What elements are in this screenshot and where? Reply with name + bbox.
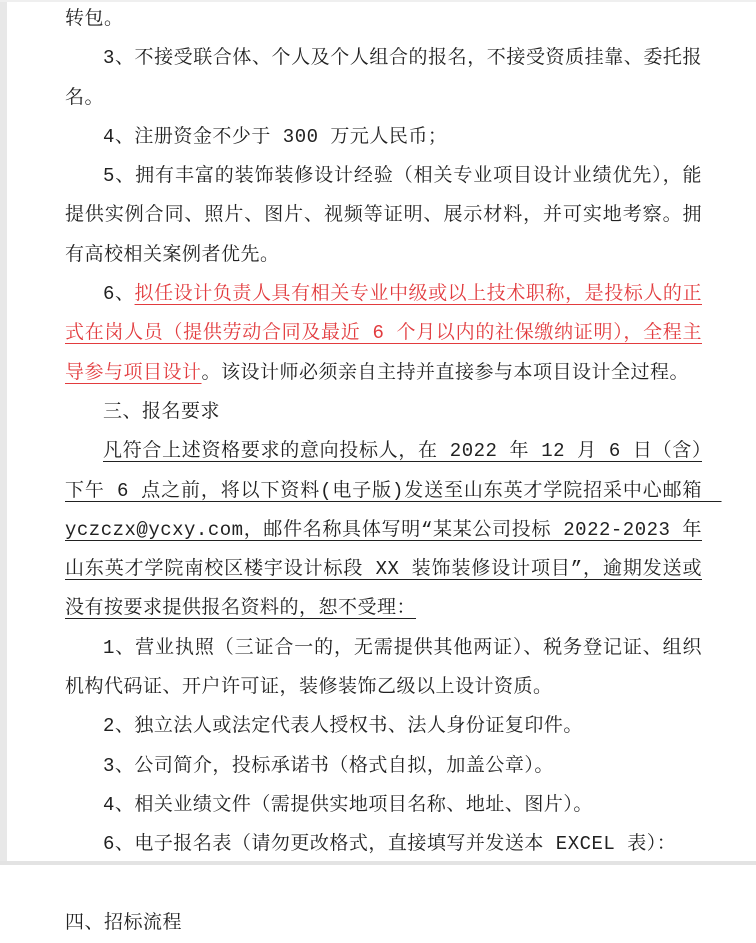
- item-6-red-underlined-clause: 拟任设计负责人具有相关专业中级或以上技术职称，是投标人的正式在岗人员（提供劳动合同及最近 6 个月以内的社保缴纳证明），全程主导参与项目设计: [65, 283, 702, 384]
- paragraph-requirement-2: 2、独立法人或法定代表人授权书、法人身份证复印件。: [103, 715, 583, 738]
- item-6-number: 6、: [103, 283, 135, 306]
- paragraph-requirement-6-excel-form: 6、电子报名表（请勿更改格式，直接填写并发送本 EXCEL 表）：: [103, 833, 677, 856]
- paragraph-signup-instructions: 凡符合上述资格要求的意向投标人，在 2022 年 12 月 6 日（含）下午 6 点之前，将以下资料(电子版)发送至山东英才学院招采中心邮箱 yczczx@ycxy.com，邮件名称具体写明“某某公司投标 2022-2023 年山东英才学院南校区楼宇设计标段 XX 装饰装修设计项目”，逾期发送或没有按要求提供报名资料的，恕不受理：: [65, 440, 722, 620]
- blank-line: [65, 865, 702, 904]
- paragraph-item-3: 3、不接受联合体、个人及个人组合的报名，不接受资质挂靠、委托报名。: [65, 47, 702, 109]
- paragraph-requirement-4: 4、相关业绩文件（需提供实地项目名称、地址、图片）。: [103, 793, 593, 816]
- heading-section-4-bidding-process: 四、招标流程: [65, 911, 183, 934]
- document-content: [65, 0, 722, 943]
- heading-section-3-signup-requirements: 三、报名要求: [103, 400, 221, 423]
- item-6-tail-text: 。该设计师必须亲自主持并直接参与本项目设计全过程。: [201, 361, 690, 384]
- paragraph-item-6-designer: [65, 275, 702, 393]
- page-left-edge: [0, 0, 7, 865]
- paragraph-requirement-1: 1、营业执照（三证合一的，无需提供其他两证）、税务登记证、组织机构代码证、开户许可证，装修装饰乙级以上设计资质。: [65, 636, 702, 699]
- paragraph-requirement-3: 3、公司简介，投标承诺书（格式自拟，加盖公章）。: [103, 754, 554, 777]
- paragraph-item-4: 4、注册资金不少于 300 万元人民币；: [103, 125, 448, 148]
- paragraph-item-5: 5、拥有丰富的装饰装修设计经验（相关专业项目设计业绩优先），能提供实例合同、照片、图片、视频等证明、展示材料，并可实地考察。拥有高校相关案例者优先。: [65, 165, 702, 266]
- paragraph-carryover: 转包。: [65, 8, 124, 30]
